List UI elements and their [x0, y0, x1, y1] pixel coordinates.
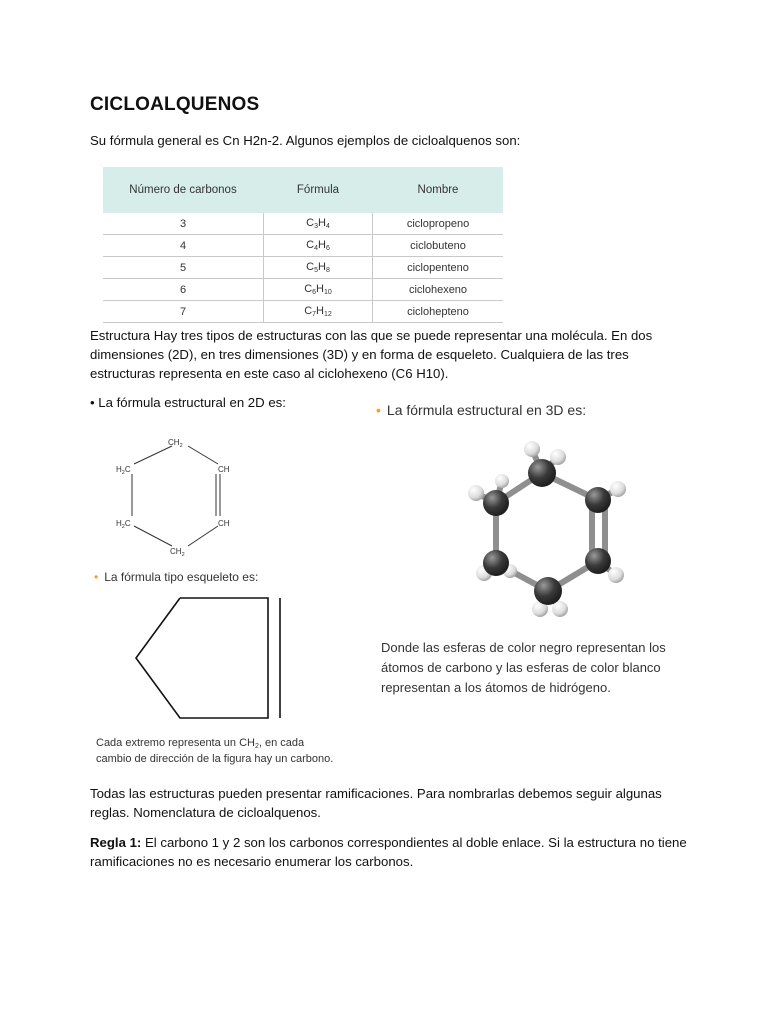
atom-label-ch2-top: $CH_2$ [168, 438, 183, 449]
ring-bonds-2d [132, 446, 220, 546]
col-header-name: Nombre [373, 167, 504, 213]
cell-formula: $C_5H_8$ [264, 257, 373, 279]
col-header-formula: Fórmula [264, 167, 373, 213]
regla-1-label: Regla 1: [90, 835, 142, 850]
ramificaciones-paragraph: Todas las estructuras pueden presentar ramificaciones. Para nombrarlas debemos seguir algunas reglas. Nomenclatura de cicloalquenos. [90, 786, 662, 820]
regla-1-paragraph [90, 833, 690, 871]
cell-formula: $C_7H_{12}$ [264, 301, 373, 323]
label-esqueleto: • La fórmula tipo esqueleto es: [94, 570, 259, 584]
cell-carbons: 3 [103, 213, 264, 235]
cell-carbons: 4 [103, 235, 264, 257]
bullet-dot-icon: • [376, 402, 381, 418]
cell-name: ciclobuteno [373, 235, 504, 257]
structural-formula-2d [110, 432, 250, 562]
label-3d: • La fórmula estructural en 3D es: [376, 402, 587, 418]
skeleton-lines [136, 598, 280, 718]
atom-label-ch-right-top: CH [218, 465, 230, 474]
cell-name: ciclopropeno [373, 213, 504, 235]
cell-name: ciclohepteno [373, 301, 504, 323]
cell-formula: $C_3H_4$ [264, 213, 373, 235]
bullet-dot-icon: • [94, 570, 99, 584]
bullet-2d-label: • La fórmula estructural en 2D es: [90, 395, 286, 410]
atom-label-ch-right-bottom: CH [218, 519, 230, 528]
atom-label-h2c-left-top: $H_2C$ [116, 465, 131, 476]
note-3d: Donde las esferas de color negro representan los átomos de carbono y las esferas de color blanco representan a los átomos de hidrógeno. [381, 640, 666, 695]
skeleton-formula [130, 590, 300, 730]
atom-label-ch2-bottom: $CH_2$ [170, 547, 185, 558]
cell-formula: $C_4H_6$ [264, 235, 373, 257]
cell-name: ciclopenteno [373, 257, 504, 279]
cell-name: ciclohexeno [373, 279, 504, 301]
cell-carbons: 5 [103, 257, 264, 279]
cycloalkene-table [103, 167, 503, 323]
cell-carbons: 7 [103, 301, 264, 323]
page-title: CICLOALQUENOS [90, 94, 260, 115]
table-row [103, 279, 503, 301]
cell-carbons: 6 [103, 279, 264, 301]
intro-paragraph: Su fórmula general es Cn H2n-2. Algunos ejemplos de cicloalquenos son: [90, 133, 521, 148]
cell-formula: $C_6H_{10}$ [264, 279, 373, 301]
estructura-paragraph: Estructura Hay tres tipos de estructuras con las que se puede representar una molécula. En dos dimensiones (2D), en tres dimensiones (3D) y en forma de esqueleto. Cualquiera de las tres estructuras representa en este caso al ciclohexeno (C6 H10). [90, 328, 653, 381]
col-header-carbons: Número de carbonos [103, 167, 264, 213]
ball-and-stick-model-3d [460, 435, 640, 625]
table-header-row [103, 167, 503, 213]
table-row [103, 301, 503, 323]
table-row [103, 235, 503, 257]
table-row [103, 213, 503, 235]
note-esqueleto: Cada extremo representa un $CH_2$, en cada cambio de dirección de la figura hay un carbono. [96, 737, 334, 765]
regla-1-text: El carbono 1 y 2 son los carbonos correspondientes al doble enlace. Si la estructura no tiene ramificaciones no es necesario enumerar los carbonos. [90, 835, 687, 869]
table-row [103, 257, 503, 279]
atom-label-h2c-left-bottom: $H_2C$ [116, 519, 131, 530]
